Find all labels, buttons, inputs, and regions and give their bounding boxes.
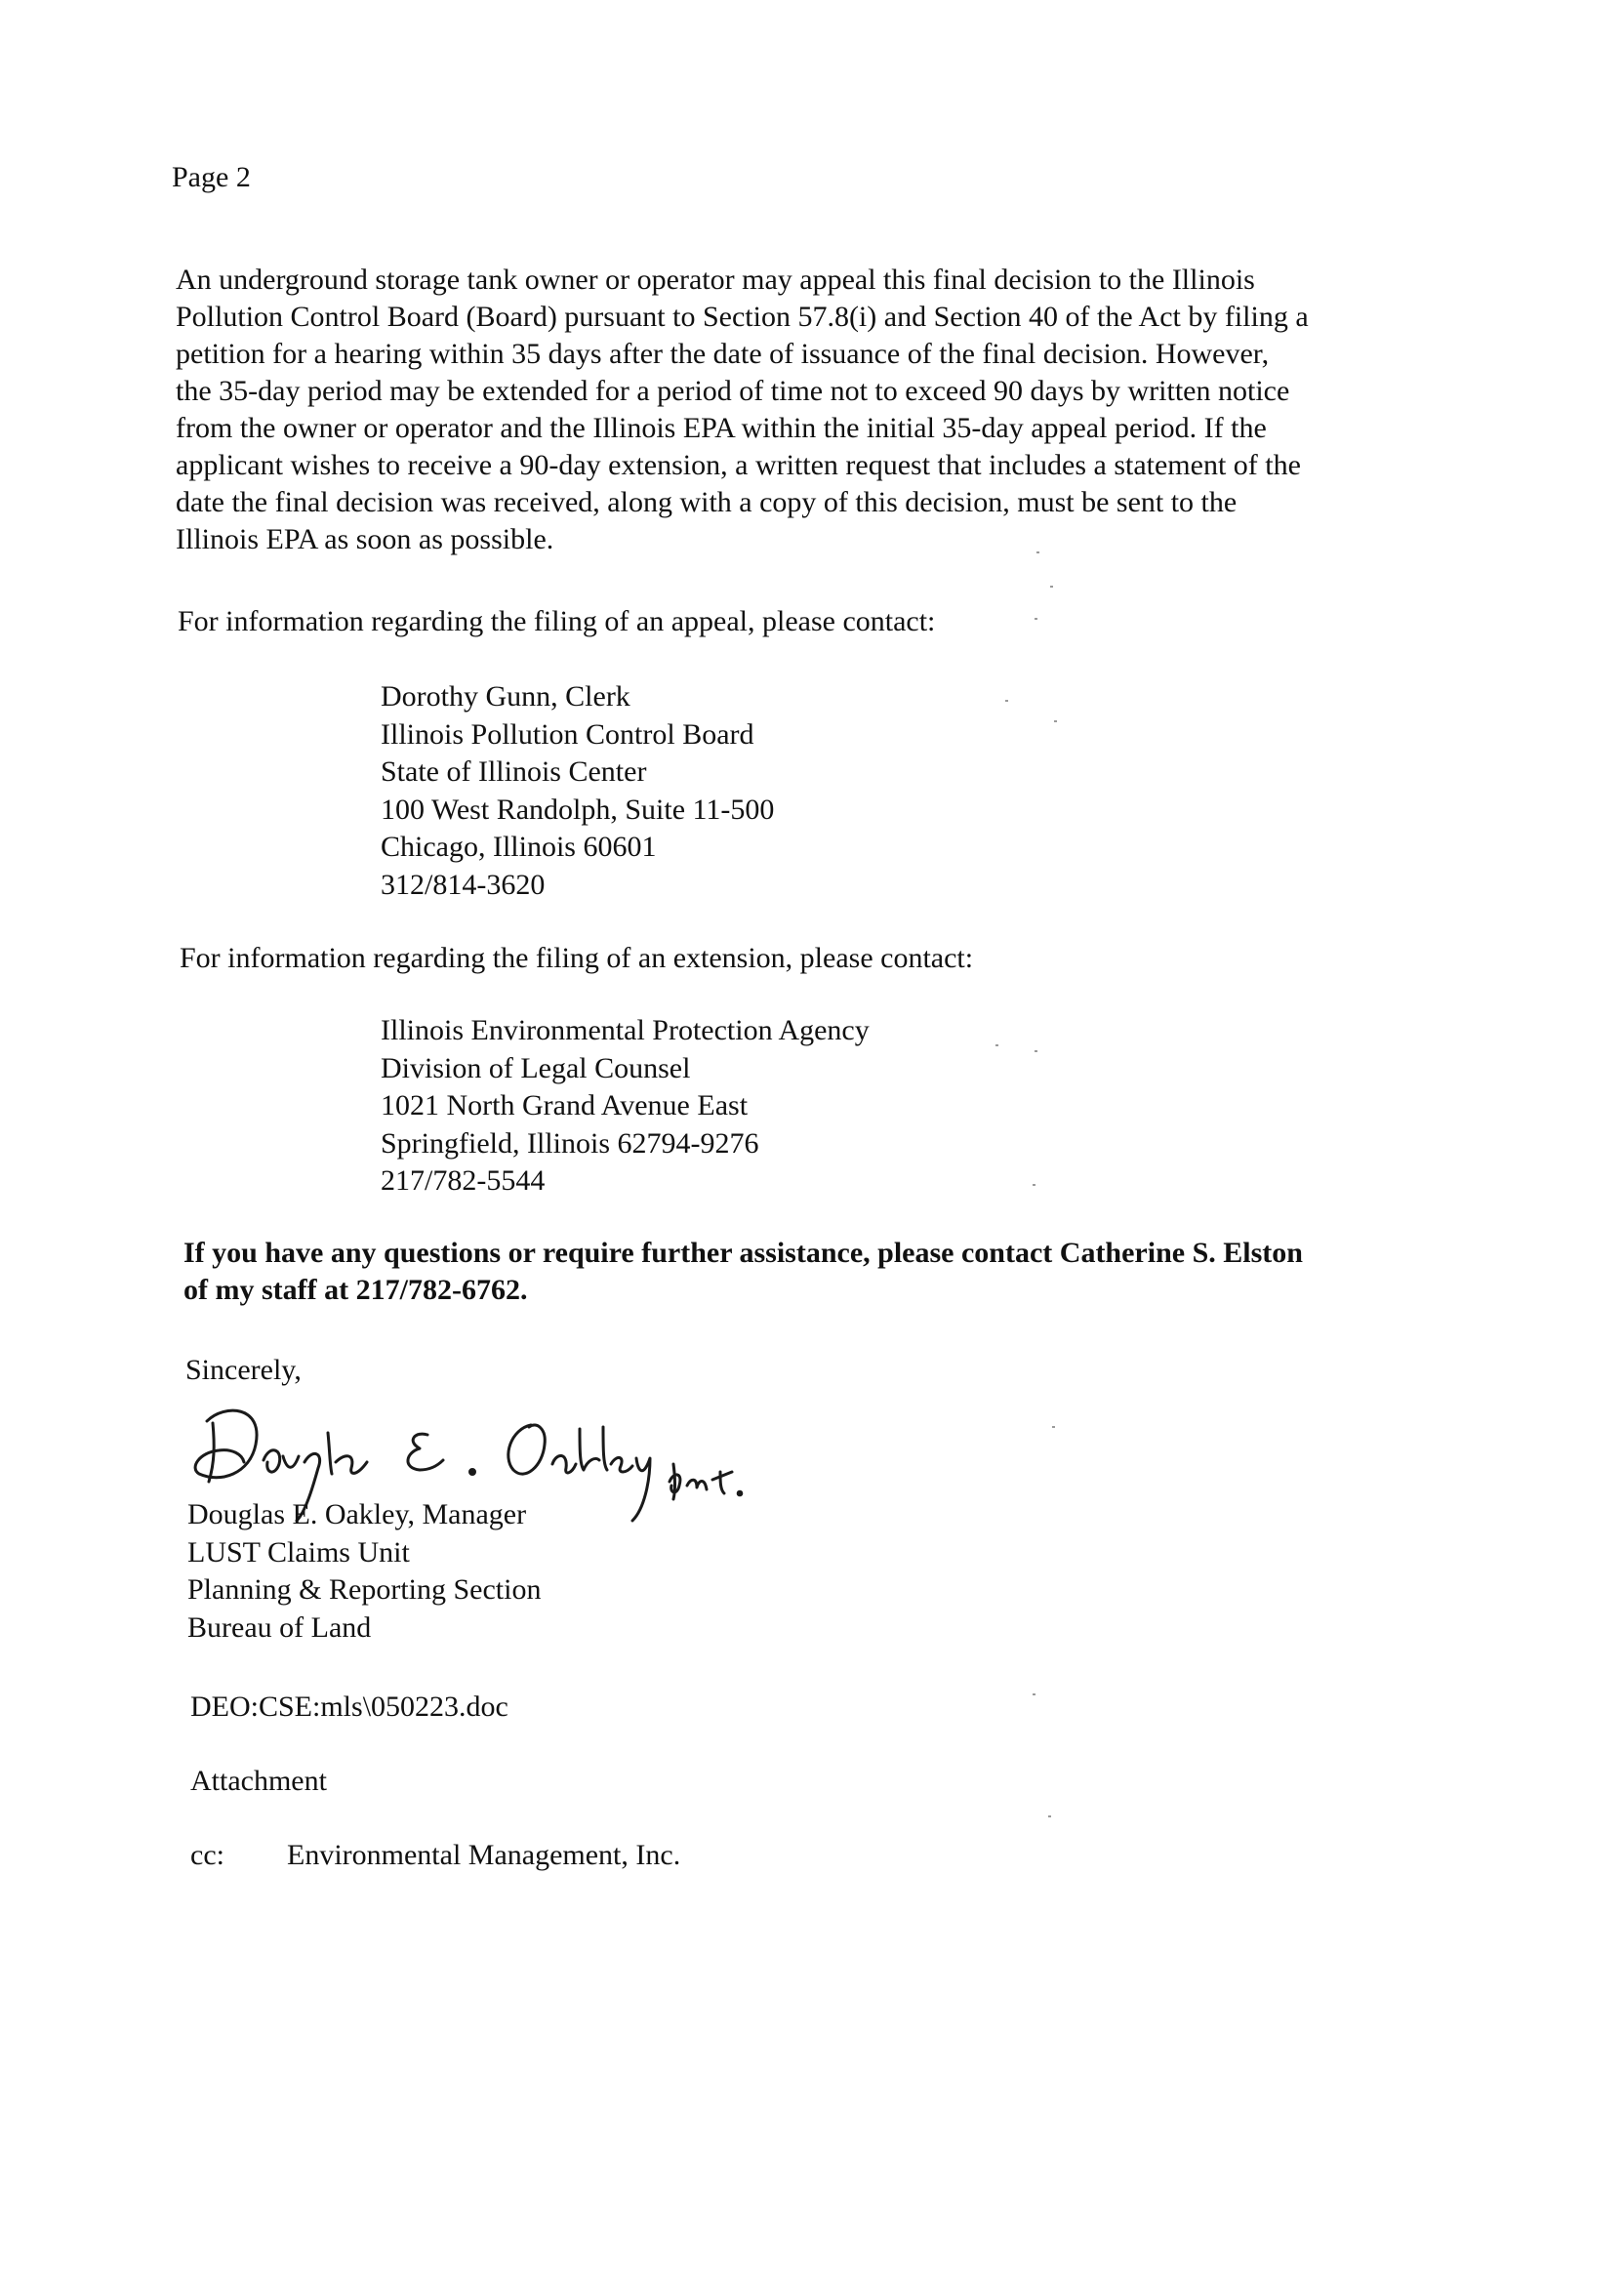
address-line: 1021 North Grand Avenue East (381, 1089, 749, 1121)
appeal-paragraph (176, 262, 1444, 558)
attachment-label: Attachment (190, 1765, 327, 1797)
scan-speck (1052, 1426, 1055, 1428)
appeal-contact-intro: For information regarding the filing of an appeal, please contact: (178, 605, 936, 637)
address-line: Chicago, Illinois 60601 (381, 831, 657, 863)
page-number: Page 2 (172, 161, 251, 193)
cc-recipient: Environmental Management, Inc. (287, 1839, 681, 1871)
paragraph-line: An underground storage tank owner or operator may appeal this final decision to the Illinois (176, 264, 1255, 296)
signer-line: Bureau of Land (187, 1610, 372, 1644)
scan-speck (995, 1044, 998, 1046)
paragraph-line: Illinois EPA as soon as possible. (176, 523, 554, 555)
address-line: 312/814-3620 (381, 868, 546, 901)
notice-line: of my staff at 217/782-6762. (183, 1274, 528, 1306)
extension-contact-address (381, 1012, 870, 1201)
address-line: Illinois Environmental Protection Agency (381, 1014, 870, 1046)
extension-contact-intro: For information regarding the filing of an extension, please contact: (180, 942, 974, 974)
scan-speck (1035, 1050, 1037, 1052)
scan-speck (1054, 720, 1057, 722)
appeal-contact-address (381, 678, 774, 904)
signer-line: LUST Claims Unit (187, 1535, 410, 1569)
reference-code: DEO:CSE:mls\050223.doc (190, 1691, 508, 1723)
address-line: Division of Legal Counsel (381, 1051, 691, 1084)
address-line: State of Illinois Center (381, 755, 647, 788)
signer-line: Douglas E. Oakley, Manager (187, 1498, 527, 1530)
address-line: 100 West Randolph, Suite 11-500 (381, 793, 775, 826)
scan-speck (1036, 551, 1039, 553)
address-line: Dorothy Gunn, Clerk (381, 680, 630, 713)
scan-speck (1033, 1184, 1035, 1186)
signer-block (187, 1496, 541, 1647)
paragraph-line: petition for a hearing within 35 days after the date of issuance of the final decision. However, (176, 338, 1270, 370)
paragraph-line: applicant wishes to receive a 90-day extension, a written request that includes a statement of the (176, 449, 1301, 481)
paragraph-line: the 35-day period may be extended for a period of time not to exceed 90 days by written notice (176, 375, 1290, 407)
scan-speck (1035, 618, 1037, 620)
paragraph-line: from the owner or operator and the Illinois EPA within the initial 35-day appeal period. If the (176, 412, 1267, 444)
scan-speck (1005, 700, 1008, 702)
address-line: Springfield, Illinois 62794-9276 (381, 1126, 759, 1160)
paragraph-line: Pollution Control Board (Board) pursuant to Section 57.8(i) and Section 40 of the Act by filing a (176, 301, 1309, 333)
questions-notice (183, 1235, 1452, 1309)
signer-line: Planning & Reporting Section (187, 1573, 542, 1606)
cc-label: cc: (190, 1839, 224, 1871)
scan-speck (1050, 586, 1053, 588)
scan-speck (1048, 1815, 1051, 1817)
notice-line: If you have any questions or require further assistance, please contact Catherine S. Elston (183, 1237, 1303, 1269)
address-line: Illinois Pollution Control Board (381, 717, 754, 751)
address-line: 217/782-5544 (381, 1164, 546, 1197)
paragraph-line: date the final decision was received, along with a copy of this decision, must be sent to the (176, 486, 1238, 518)
scan-speck (1033, 1693, 1035, 1695)
closing: Sincerely, (185, 1354, 302, 1386)
